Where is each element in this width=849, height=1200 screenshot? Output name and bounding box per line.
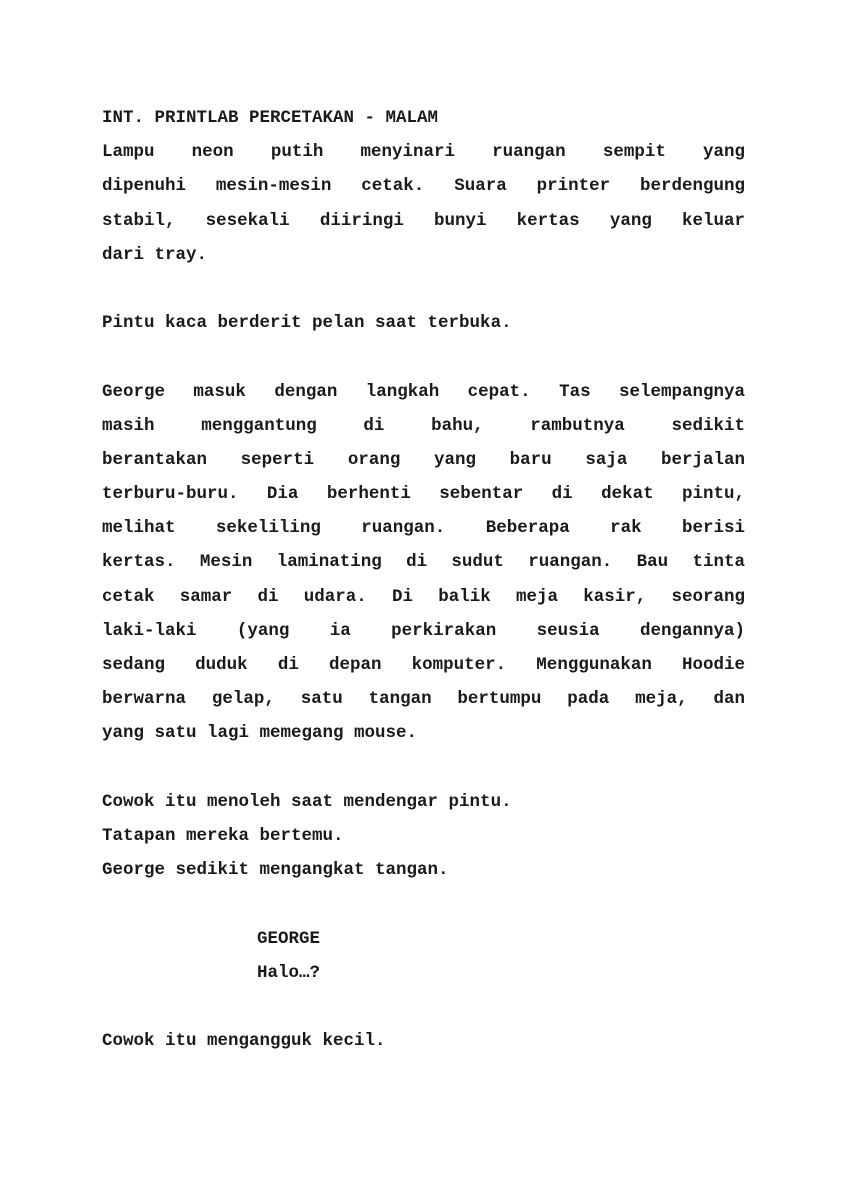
action-line: George masuk dengan langkah cepat. Tas selempangnya [102, 381, 745, 402]
action-line: berwarna gelap, satu tangan bertumpu pada meja, dan [102, 689, 745, 710]
action-line: dari tray. [102, 244, 208, 265]
action-line: Cowok itu menoleh saat mendengar pintu. [102, 791, 512, 812]
action-line: melihat sekeliling ruangan. Beberapa rak berisi [102, 518, 745, 539]
action-line: laki-laki (yang ia perkirakan seusia dengannya) [102, 620, 745, 641]
screenplay-text [102, 101, 745, 1058]
action-paragraph-1 [102, 135, 745, 272]
dialogue-block [102, 922, 745, 990]
action-line: Tatapan mereka bertemu. [102, 825, 344, 846]
action-line: masih menggantung di bahu, rambutnya sedikit [102, 415, 745, 436]
blank-line [102, 272, 745, 306]
action-paragraph-2 [102, 306, 745, 340]
action-line: terburu-buru. Dia berhenti sebentar di dekat pintu, [102, 484, 745, 505]
action-line: stabil, sesekali diiringi bunyi kertas yang keluar [102, 210, 745, 231]
action-paragraph-4 [102, 785, 745, 888]
action-line: yang satu lagi memegang mouse. [102, 723, 418, 744]
action-line: George sedikit mengangkat tangan. [102, 860, 449, 881]
scene-heading: INT. PRINTLAB PERCETAKAN - MALAM [102, 108, 439, 128]
action-line: Cowok itu mengangguk kecil. [102, 1031, 386, 1052]
action-line: kertas. Mesin laminating di sudut ruangan. Bau tinta [102, 552, 745, 573]
action-paragraph-3 [102, 375, 745, 751]
action-line: Pintu kaca berderit pelan saat terbuka. [102, 313, 512, 334]
action-line: dipenuhi mesin-mesin cetak. Suara printer berdengung [102, 176, 745, 197]
blank-line [102, 340, 745, 374]
action-paragraph-5 [102, 1024, 745, 1058]
blank-line [102, 887, 745, 921]
dialogue-line: Halo…? [257, 962, 321, 983]
action-line: sedang duduk di depan komputer. Menggunakan Hoodie [102, 655, 745, 675]
action-line: cetak samar di udara. Di balik meja kasir, seorang [102, 586, 745, 607]
action-line: Lampu neon putih menyinari ruangan sempit yang [102, 142, 745, 163]
character-name: GEORGE [257, 928, 321, 949]
blank-line [102, 990, 745, 1024]
blank-line [102, 751, 745, 785]
action-line: berantakan seperti orang yang baru saja berjalan [102, 449, 745, 470]
